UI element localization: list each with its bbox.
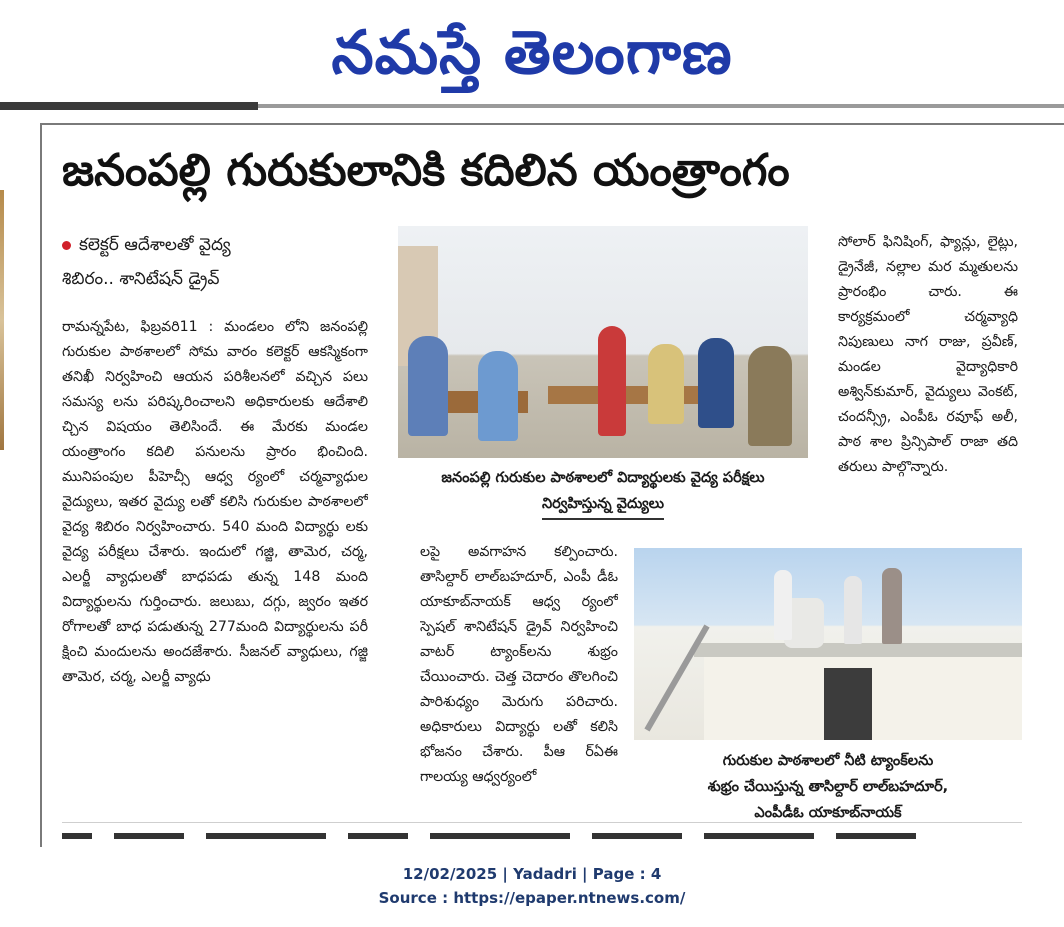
masthead-rule-dark: [0, 102, 258, 110]
medical-camp-photo: [398, 226, 808, 458]
subheading-text-2: శిబిరం.. శానిటేషన్ డ్రైవ్: [62, 269, 220, 289]
red-dot-icon: [62, 241, 71, 250]
photo-person-3: [598, 326, 626, 436]
photo-ladder: [644, 625, 709, 732]
article-subheading: [62, 228, 372, 296]
source-link[interactable]: Source : https://epaper.ntnews.com/: [378, 889, 686, 907]
photo-building-roof: [694, 643, 1022, 657]
photo1-caption-line1: జనంపల్లి గురుకుల పాఠశాలలో విద్యార్థులకు వైద్య పరీక్షలు: [441, 470, 765, 486]
newspaper-logo: నమస్తే తెలంగాణ: [331, 18, 733, 88]
photo-doorway: [824, 668, 872, 740]
photo-person-roof-2: [844, 576, 862, 644]
photo-person-4: [648, 344, 684, 424]
photo-person-5: [698, 338, 734, 428]
page-footer: [0, 862, 1064, 910]
article-column-left: [62, 315, 368, 805]
photo2-caption-line1: గురుకుల పాఠశాలలో నీటి ట్యాంక్‌లను: [722, 753, 934, 769]
masthead: [0, 0, 1064, 100]
article-body-right: సోలార్ ఫినిషింగ్, ఫ్యాన్లు, లైట్లు, డ్రైనేజీ, నల్లాల మర మ్మతులను ప్రారంభిం చారు. ఈ కార్యక్రమంలో చర్మవ్యాధి నిపుణులు నాగ రాజు, ప్రవీణ్, మండల వైద్యాధికారి అశ్విన్‌కుమార్, వైద్యులు వెంకట్, చందన్స్రీ, ఎంపీఓ రవూఫ్ అలీ, పాఠ శాల ప్రిన్సిపాల్ రాజా తది తరులు పాల్గొన్నారు.: [838, 234, 1018, 475]
photo1-caption: [398, 465, 808, 520]
article-body-left: రామన్నపేట, ఫిబ్రవరి11 : మండలం లోని జనంపల్లి గురుకుల పాఠశాలలో సోమ వారం కలెక్టర్ ఆకస్మికంగా తనిఖీ నిర్వహించి ఆయన పరిశీలనలో వచ్చిన పలు సమస్య లను పరిష్కరించాలని అధికారులకు ఆదేశాలి చ్చిన విషయం తెలిసిందే. ఈ మేరకు మండల యంత్రాంగం కదిలి పనులను ప్రారం భించింది. మునిపంపుల పీహెచ్సీ ఆధ్వ ర్యంలో చర్మవ్యాధుల వైద్యులు, ఇతర వైద్యు లతో కలిసి గురుకుల పాఠశాలలో వైద్య శిబిరం నిర్వహించారు. 540 మంది విద్యార్థు లకు వైద్య పరీక్షలు చేశారు. ఇందులో గజ్జి, తామెర, చర్మ, ఎలర్జీ వ్యాధులతో బాధపడు తున్న 148 మంది విద్యార్థులను గుర్తించారు. జలుబు, దగ్గు, జ్వరం ఇతర రోగాలతో బాధ పడుతున్న 277మంది విద్యార్థులను పరీ క్షించి మందులను అందజేశారు. సీజనల్ వ్యాధులు, గజ్జి తామెర, చర్మ, ఎలర్జీ వ్యాధు: [62, 319, 368, 685]
subheading-line-2: [62, 262, 372, 296]
article-headline: జనంపల్లి గురుకులానికి కదిలిన యంత్రాంగం: [62, 145, 790, 196]
photo-person-2: [478, 351, 518, 441]
photo2-caption: [634, 748, 1022, 826]
adjacent-clipping-edge: [0, 190, 4, 450]
subheading-line-1: [62, 228, 372, 262]
masthead-rule-light: [258, 104, 1064, 108]
photo-person-1: [408, 336, 448, 436]
article-column-right: [838, 230, 1018, 530]
article-body-middle: లపై అవగాహన కల్పించారు. తాసిల్దార్ లాల్‌బహదూర్, ఎంపీ డీఓ యాకూబ్‌నాయక్ ఆధ్వ ర్యంలో స్పెషల్ శానిటేషన్ డ్రైవ్ నిర్వహించి వాటర్ ట్యాంక్‌లను శుభ్రం చేయించారు. చెత్త చెదారం తొలగించి పారిశుధ్యం మెరుగు పరిచారు. అధికారులు విద్యార్థు లతో కలిసి భోజనం చేశారు. పీఆ ర్ఏఈ గాలయ్య ఆధ్వర్యంలో: [420, 544, 618, 785]
subheading-text-1: కలెక్టర్ ఆదేశాలతో వైద్య: [79, 235, 231, 255]
article-column-middle: [420, 540, 618, 810]
photo-person-6: [748, 346, 792, 446]
photo-person-roof-3: [882, 568, 902, 644]
photo2-caption-line3: ఎంపీడీఓ యాకూబ్‌నాయక్: [754, 805, 902, 821]
photo2-caption-line2: శుభ్రం చేయిస్తున్న తాసిల్దార్ లాల్‌బహదూర్,: [707, 779, 949, 795]
water-tank-photo: [634, 548, 1022, 740]
photo1-caption-line2: నిర్వహిస్తున్న వైద్యులు: [542, 491, 664, 520]
next-article-cutoff: [62, 822, 1022, 845]
edition-info: 12/02/2025 | Yadadri | Page : 4: [402, 865, 662, 883]
photo-person-roof-1: [774, 570, 792, 640]
